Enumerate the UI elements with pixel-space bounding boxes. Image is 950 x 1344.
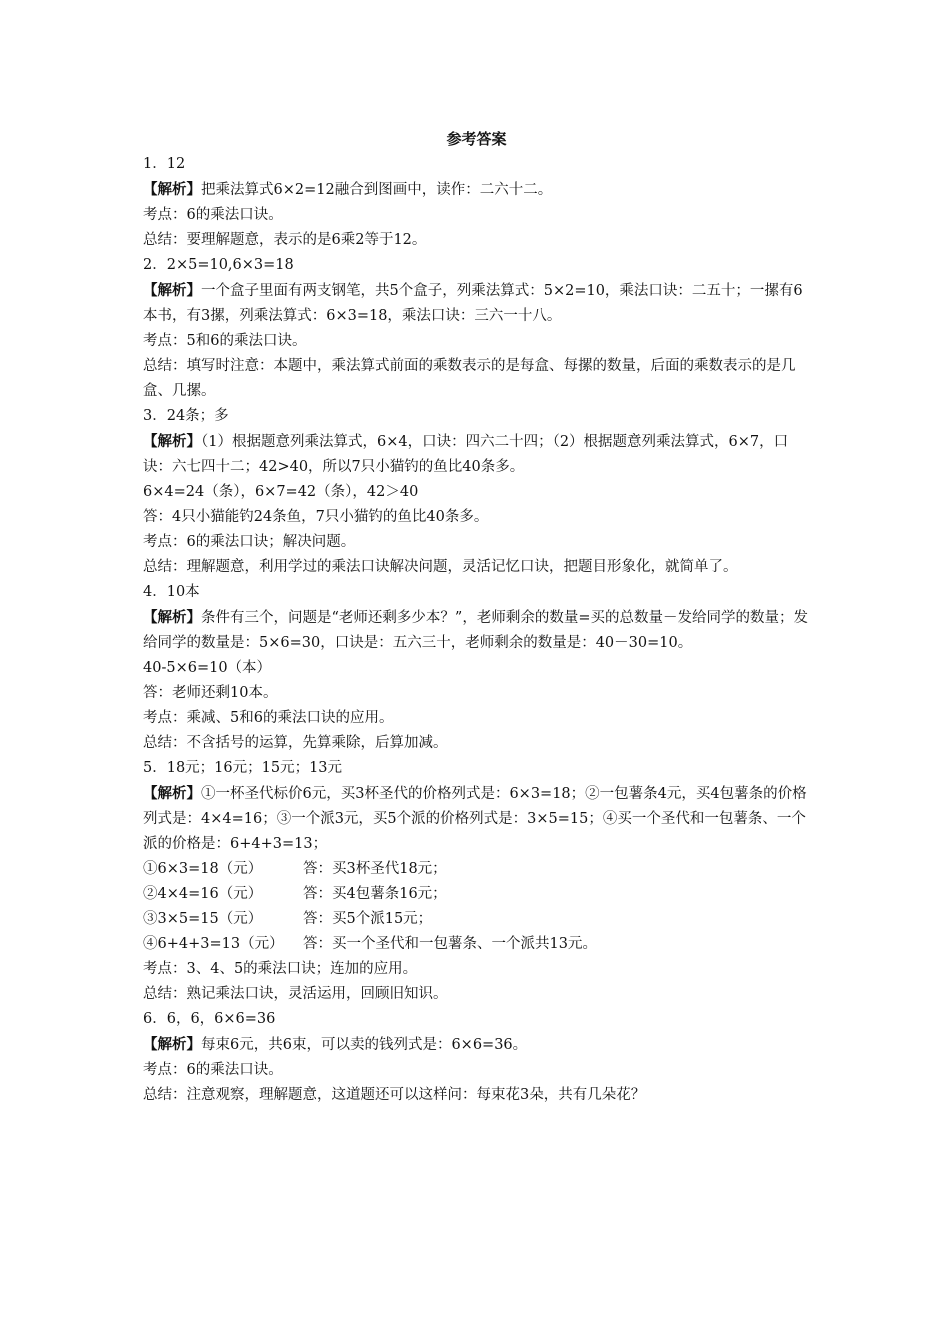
q5-summary: 总结：熟记乘法口诀，灵活运用，回顾旧知识。 bbox=[143, 986, 448, 1002]
q3-kaodian: 考点：6的乘法口诀；解决问题。 bbox=[143, 534, 356, 550]
q5-reply: 答：买4包薯条16元； bbox=[303, 886, 447, 902]
q6-analysis bbox=[143, 1032, 810, 1058]
q4-reply: 答：老师还剩10本。 bbox=[143, 685, 278, 701]
q2-analysis-text: 一个盒子里面有两支钢笔，共5个盒子，列乘法算式：5×2=10，乘法口诀：二五十；一摞有6本书，有3摞，列乘法算式：6×3=18，乘法口诀：三六一十八。 bbox=[143, 283, 803, 324]
q2-kaodian: 考点：5和6的乘法口诀。 bbox=[143, 333, 307, 349]
q3-analysis-text: （1）根据题意列乘法算式，6×4，口诀：四六二十四；（2）根据题意列乘法算式，6×7，口诀：六七四十二；42>40，所以7只小猫钓的鱼比40条多。 bbox=[143, 434, 789, 475]
analysis-tag: 【解析】 bbox=[143, 1036, 201, 1053]
q4-answer: 4．10本 bbox=[143, 584, 200, 600]
q2-answer: 2．2×5=10,6×3=18 bbox=[143, 257, 294, 273]
q3-summary: 总结：理解题意，利用学过的乘法口诀解决问题，灵活记忆口诀，把题目形象化，就简单了。 bbox=[143, 559, 738, 575]
q4-analysis bbox=[143, 605, 810, 656]
analysis-tag: 【解析】 bbox=[143, 282, 201, 299]
q5-kaodian: 考点：3、4、5的乘法口诀；连加的应用。 bbox=[143, 961, 418, 977]
q4-calculation: 40-5×6=10（本） bbox=[143, 660, 272, 676]
q5-calc-row bbox=[143, 857, 810, 882]
answer-page bbox=[143, 127, 810, 1108]
q5-analysis-text: ①一杯圣代标价6元，买3杯圣代的价格列式是：6×3=18；②一包薯条4元，买4包薯条的价格列式是：4×4=16；③一个派3元，买5个派的价格列式是：3×5=15；④买一个圣代和一包薯条、一个派的价格是：6+4+3=13； bbox=[143, 786, 807, 852]
q5-formula: ①6×3=18（元） bbox=[143, 861, 263, 877]
q3-reply: 答：4只小猫能钓24条鱼，7只小猫钓的鱼比40条多。 bbox=[143, 509, 489, 525]
q1-answer: 1．12 bbox=[143, 156, 186, 172]
analysis-tag: 【解析】 bbox=[143, 433, 201, 450]
q1-analysis-text: 把乘法算式6×2=12融合到图画中，读作：二六十二。 bbox=[201, 182, 553, 198]
analysis-tag: 【解析】 bbox=[143, 785, 201, 802]
q5-formula: ④6+4+3=13（元） bbox=[143, 936, 284, 952]
q5-formula: ③3×5=15（元） bbox=[143, 911, 263, 927]
q6-summary: 总结：注意观察，理解题意，这道题还可以这样问：每束花3朵，共有几朵花？ bbox=[143, 1087, 646, 1103]
q5-formula: ②4×4=16（元） bbox=[143, 886, 263, 902]
q5-reply: 答：买5个派15元； bbox=[303, 911, 433, 927]
q1-kaodian: 考点：6的乘法口诀。 bbox=[143, 207, 283, 223]
q2-analysis bbox=[143, 278, 810, 329]
q4-analysis-text: 条件有三个，问题是“老师还剩多少本？”，老师剩余的数量=买的总数量－发给同学的数量；发给同学的数量是：5×6=30，口诀是：五六三十，老师剩余的数量是：40－30=10。 bbox=[143, 610, 808, 651]
q6-kaodian: 考点：6的乘法口诀。 bbox=[143, 1062, 283, 1078]
q6-answer: 6．6，6，6×6=36 bbox=[143, 1011, 276, 1027]
q5-calc-row bbox=[143, 932, 810, 957]
q5-reply: 答：买3杯圣代18元； bbox=[303, 861, 447, 877]
q5-calc-row bbox=[143, 907, 810, 932]
page-title: 参考答案 bbox=[446, 130, 507, 148]
q5-answer: 5．18元；16元；15元；13元 bbox=[143, 760, 343, 776]
q2-summary: 总结：填写时注意：本题中，乘法算式前面的乘数表示的是每盒、每摞的数量，后面的乘数表示的是几盒、几摞。 bbox=[143, 358, 796, 399]
q6-analysis-text: 每束6元，共6束，可以卖的钱列式是：6×6=36。 bbox=[201, 1037, 528, 1053]
q4-kaodian: 考点：乘减、5和6的乘法口诀的应用。 bbox=[143, 710, 394, 726]
q1-analysis bbox=[143, 177, 810, 203]
analysis-tag: 【解析】 bbox=[143, 609, 201, 626]
q3-calculation: 6×4=24（条），6×7=42（条），42＞40 bbox=[143, 484, 419, 500]
q1-summary: 总结：要理解题意，表示的是6乘2等于12。 bbox=[143, 232, 427, 248]
q5-reply: 答：买一个圣代和一包薯条、一个派共13元。 bbox=[303, 936, 597, 952]
q5-analysis bbox=[143, 781, 810, 857]
q4-summary: 总结：不含括号的运算，先算乘除，后算加减。 bbox=[143, 735, 448, 751]
q5-calc-row bbox=[143, 882, 810, 907]
analysis-tag: 【解析】 bbox=[143, 181, 201, 198]
q3-answer: 3．24条；多 bbox=[143, 408, 229, 424]
q3-analysis bbox=[143, 429, 810, 480]
